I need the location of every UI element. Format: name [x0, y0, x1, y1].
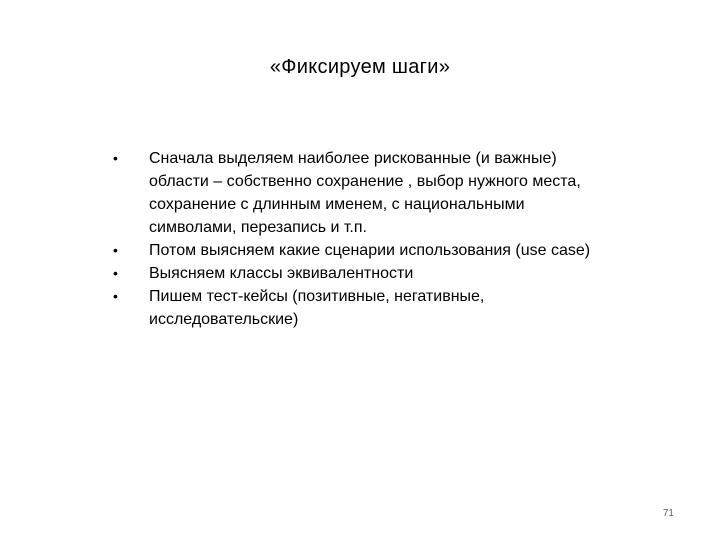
bullet-item [113, 147, 593, 239]
bullet-marker: • [113, 150, 118, 166]
bullet-item [113, 285, 593, 331]
bullet-text: Пишем тест-кейсы (позитивные, негативные, исследовательские) [149, 288, 485, 328]
bullet-text: Потом выясняем какие сценарии использования (use case) [149, 242, 591, 259]
bullet-item [113, 239, 593, 262]
slide-title: «Фиксируем шаги» [269, 56, 451, 78]
bullet-marker: • [113, 288, 118, 304]
bullet-text: Выясняем классы эквивалентности [149, 265, 414, 282]
bullet-marker: • [113, 265, 118, 281]
page-number: 71 [662, 508, 674, 519]
bullet-marker: • [113, 242, 118, 258]
bullet-list [113, 147, 593, 331]
bullet-item [113, 262, 593, 285]
bullet-text: Сначала выделяем наиболее рискованные (и важные) области – собственно сохранение , выбор нужного места, сохранение с длинным именем, с национальными символами, перезапись и т.п. [149, 150, 581, 236]
